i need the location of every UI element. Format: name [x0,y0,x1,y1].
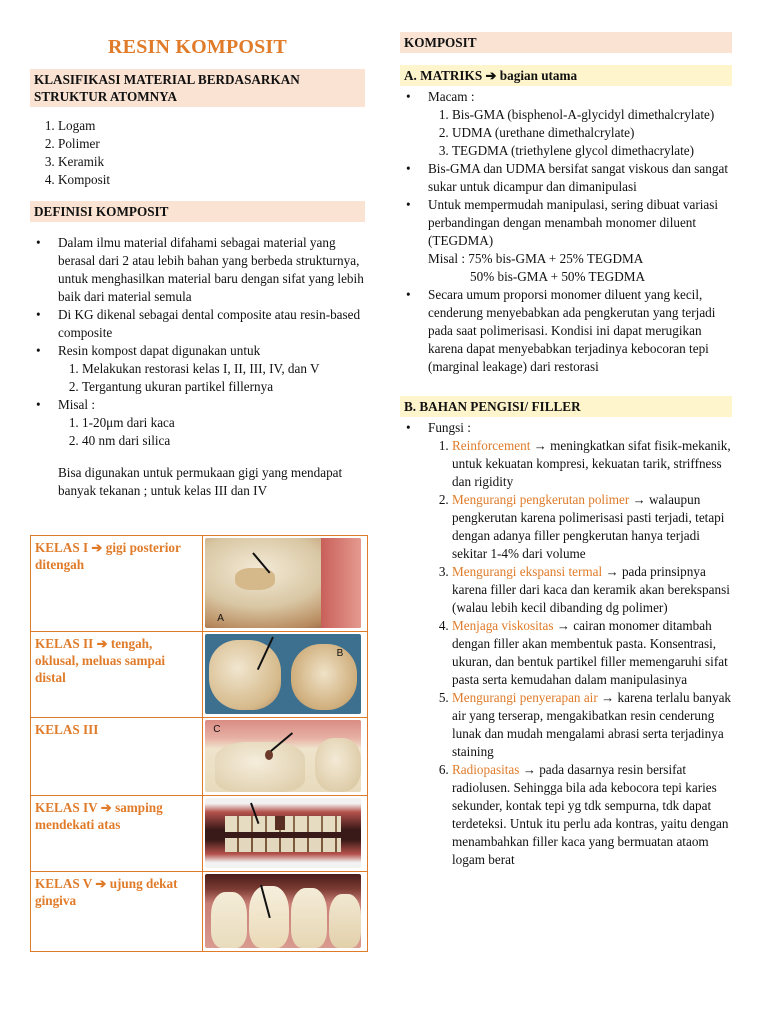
kelas-label: KELAS III [31,718,203,796]
table-row [31,872,368,952]
matriks-header: A. MATRIKS ➔ bagian utama [400,65,732,86]
list-item: 3. Keramik [58,153,365,171]
list-item: 2. Tergantung ukuran partikel fillernya [82,378,365,396]
table-row [31,796,368,872]
list-item: • Di KG dikenal sebagai dental composite atau resin-based composite [58,306,365,342]
right-column [400,30,732,869]
kelas-label: KELAS II ➔ tengah, oklusal, meluas sampai distal [31,632,203,718]
list-item: 1. Bis-GMA (bisphenol-A-glycidyl dimethalcrylate) [452,106,732,124]
list-item: • Bis-GMA dan UDMA bersifat sangat viskous dan sangat sukar untuk dicampur dan dimanipulasi [428,160,732,196]
table-row [31,536,368,632]
sub-list [58,414,365,450]
fungsi-list [428,437,732,869]
list-item: 1. Melakukan restorasi kelas I, II, III, IV, dan V [82,360,365,378]
page-title: RESIN KOMPOSIT [108,36,287,58]
tooth-photo-kelas-5 [205,874,361,948]
fungsi-item: 6. Radiopasitas → pada dasarnya resin bersifat radiolusen. Sehingga bila ada kebocora tepi karies sekunder, kontak tepi yg tdk sempurna, tdk dapat terdeteksi. Untuk itu perlu ada kontras, yaitu dengan menambahkan filler kaca yang bermuatan ataom logam berat [452,761,732,869]
komposit-header: KOMPOSIT [400,32,732,53]
fungsi-item: 2. Mengurangi pengkerutan polimer → walaupun pengkerutan karena polimerisasi pasti terjadi, tetapi dengan adanya filler pengkerutan hanya terjadi sekitar 1-4% dari volume [452,491,732,563]
tooth-photo-kelas-3 [205,720,361,792]
table-row [31,632,368,718]
kelas-label: KELAS IV ➔ samping mendekati atas [31,796,203,872]
list-item: • Fungsi : 1. Reinforcement → meningkatkan sifat fisik-mekanik, untuk kekuatan kompresi, kekuatan tarik, striffness dan rigidity 2. Mengurangi pengkerutan polimer → walaupun pengkerutan karena polimerisasi pasti terjadi, tetapi dengan adanya filler pengkerutan hanya terjadi sekitar 1-4% dari volume 3. Mengurangi ekspansi termal → pada prinsipnya karena filler dari kaca dan keramik akan berekspansi (walau lebih kecil dibanding dg polimer) 4. Menjaga viskositas → cairan monomer ditambah dengan filler akan membentuk pasta. Konsentrasi, ukuran, dan bentuk partikel filler memengaruhi sifat pasta serta kemudahan dalam manipulasinya 5. Mengurangi penyerapan air → karena terlalu banyak air yang terserap, mengakibatkan resin cenderung lunak dan mudah mengalami abrasi serta terjadinya staining 6. Radiopasitas → pada dasarnya resin bersifat radiolusen. Sehingga bila ada kebocora tepi karies sekunder, kontak tepi yg tdk sempurna, tdk dapat terdeteksi. Untuk itu perlu ada kontras, yaitu dengan menambahkan filler kaca yang bermuatan ataom logam berat [428,419,732,869]
filler-header: B. BAHAN PENGISI/ FILLER [400,396,732,417]
list-item: • Macam : 1. Bis-GMA (bisphenol-A-glycidyl dimethalcrylate) 2. UDMA (urethane dimethalcrylate) 3. TEGDMA (triethylene glycol dimethacrylate) [428,88,732,160]
kelas-label: KELAS V ➔ ujung dekat gingiva [31,872,203,952]
list-item: 1. Logam [58,117,365,135]
list-item: 4. Komposit [58,171,365,189]
klasifikasi-list [30,117,365,189]
kelas-table [30,535,368,952]
image-letter: A [217,613,224,624]
list-item: • Resin kompost dapat digunakan untuk 1. Melakukan restorasi kelas I, II, III, IV, dan V 2. Tergantung ukuran partikel fillernya [58,342,365,396]
matriks-list [400,88,732,376]
list-item: • Dalam ilmu material difahami sebagai material yang berasal dari 2 atau lebih bahan yang berbeda strukturnya, untuk menghasilkan material baru dengan sifat yang lebih baik dari material semula [58,234,365,306]
fungsi-item: 1. Reinforcement → meningkatkan sifat fisik-mekanik, untuk kekuatan kompresi, kekuatan tarik, striffness dan rigidity [452,437,732,491]
fungsi-item: 3. Mengurangi ekspansi termal → pada prinsipnya karena filler dari kaca dan keramik akan berekspansi (walau lebih kecil dibanding dg polimer) [452,563,732,617]
list-item: • Secara umum proporsi monomer diluent yang kecil, cenderung menyebabkan ada pengkerutan yang terjadi pada saat polimerisasi. Kondisi ini dapat merugikan karena dapat menyebabkan terjadinya kebocoran tepi (marginal leakage) dari restorasi [428,286,732,376]
definisi-header: DEFINISI KOMPOSIT [30,201,365,222]
image-letter: C [213,724,221,735]
sub-list [428,106,732,160]
tooth-photo-kelas-4 [205,798,361,868]
image-letter: B [336,648,344,659]
left-column [30,30,365,500]
table-row [31,718,368,796]
tooth-photo-kelas-1 [205,538,361,628]
definisi-list [30,234,365,450]
kelas-label: KELAS I ➔ gigi posterior ditengah [31,536,203,632]
list-item: • Misal : 1. 1-20μm dari kaca 2. 40 nm dari silica [58,396,365,450]
list-item: • Untuk mempermudah manipulasi, sering dibuat variasi perbandingan dengan menambah monomer diluent (TEGDMA) Misal : 75% bis-GMA + 25% TEGDMA 50% bis-GMA + 50% TEGDMA [428,196,732,286]
tooth-photo-kelas-2 [205,634,361,714]
list-item: 2. UDMA (urethane dimethalcrylate) [452,124,732,142]
list-item: 3. TEGDMA (triethylene glycol dimethacrylate) [452,142,732,160]
klasifikasi-header: KLASIFIKASI MATERIAL BERDASARKAN STRUKTUR ATOMNYA [30,69,365,107]
filler-list [400,419,732,869]
sub-list [58,360,365,396]
fungsi-item: 4. Menjaga viskositas → cairan monomer ditambah dengan filler akan membentuk pasta. Konsentrasi, ukuran, dan bentuk partikel filler memengaruhi sifat pasta serta kemudahan dalam manipulasinya [452,617,732,689]
fungsi-item: 5. Mengurangi penyerapan air → karena terlalu banyak air yang terserap, mengakibatkan resin cenderung lunak dan mudah mengalami abrasi serta terjadinya staining [452,689,732,761]
usage-note: Bisa digunakan untuk permukaan gigi yang mendapat banyak tekanan ; untuk kelas III dan IV [58,465,343,498]
list-item: 2. 40 nm dari silica [82,432,365,450]
list-item: 1. 1-20μm dari kaca [82,414,365,432]
list-item: 2. Polimer [58,135,365,153]
